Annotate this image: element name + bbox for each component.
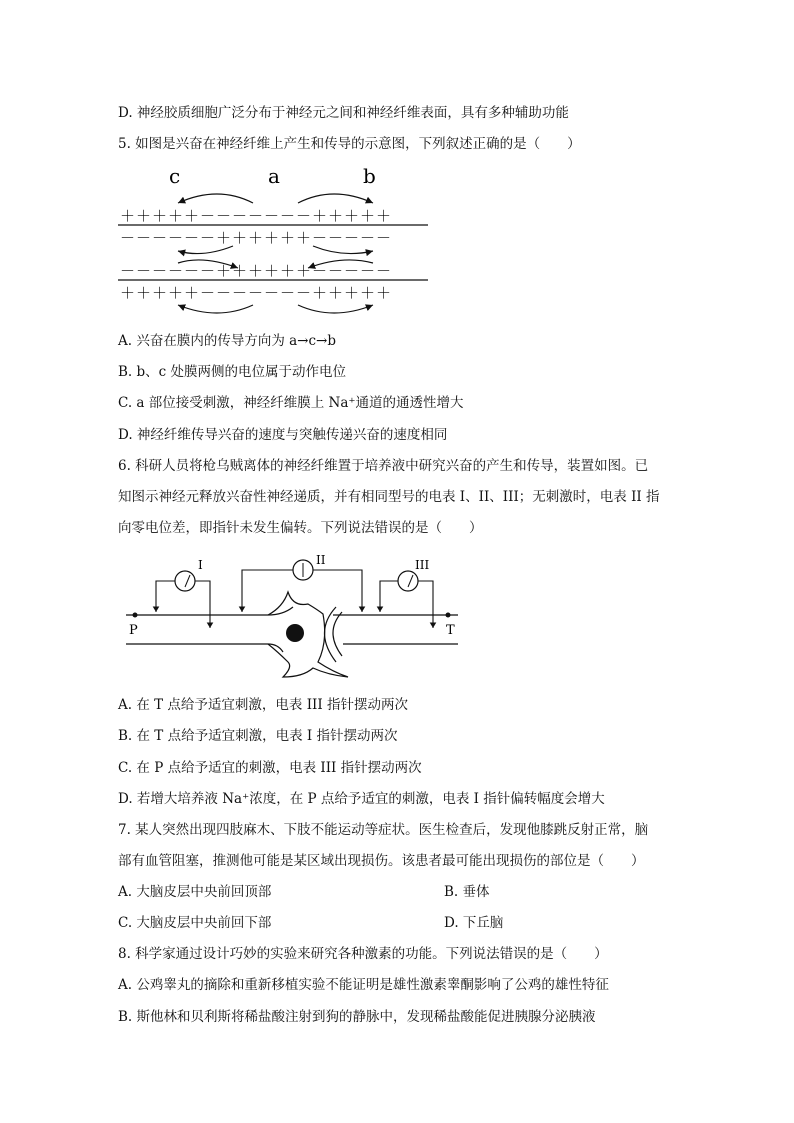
q6-label-p: P [129, 623, 138, 638]
q5-arrow-top-right [298, 194, 373, 203]
q6-nucleus [286, 624, 304, 642]
q6-meter-2-wire-right [313, 570, 362, 612]
q8-stem: 8. 科学家通过设计巧妙的实验来研究各种激素的功能。下列说法错误的是（ ） [118, 946, 608, 962]
q5-label-b: b [363, 164, 376, 188]
q5-row1: ＋＋＋＋＋－－－－－－－＋＋＋＋＋ [120, 207, 393, 225]
q5-arrow-inner-left [178, 246, 233, 254]
q5-arrow-inner-right [313, 246, 373, 254]
q6-option-c: C. 在 P 点给予适宜的刺激，电表 III 指针摆动两次 [118, 760, 422, 776]
q5-option-d: D. 神经纤维传导兴奋的速度与突触传递兴奋的速度相同 [118, 427, 448, 443]
q6-meter-1-label: I [198, 558, 203, 572]
q6-neuron-body [268, 592, 348, 677]
q6-meter-2-label: II [316, 553, 326, 567]
q5-option-c: C. a 部位接受刺激，神经纤维膜上 Na⁺通道的通透性增大 [118, 395, 464, 411]
q5-option-a: A. 兴奋在膜内的传导方向为 a→c→b [118, 333, 336, 349]
q7-option-b: B. 垂体 [444, 884, 490, 900]
q5-stem: 5. 如图是兴奋在神经纤维上产生和传导的示意图，下列叙述正确的是（ ） [118, 136, 581, 152]
q8-option-b: B. 斯他林和贝利斯将稀盐酸注射到狗的静脉中，发现稀盐酸能促进胰腺分泌胰液 [118, 1009, 596, 1025]
q5-figure [118, 163, 438, 323]
q6-stem-line2: 知图示神经元释放兴奋性神经递质，并有相同型号的电表 I、II、III；无刺激时，电表 II 指 [118, 489, 660, 505]
q7-stem-line1: 7. 某人突然出现四肢麻木、下肢不能运动等症状。医生检查后，发现他膝跳反射正常，脑 [118, 822, 649, 838]
q6-meter-2-wire-left [242, 570, 293, 612]
q7-option-a: A. 大脑皮层中央前回顶部 [118, 884, 272, 900]
q7-stem-line2: 部有血管阻塞，推测他可能是某区域出现损伤。该患者最可能出现损伤的部位是（ ） [118, 853, 645, 869]
q7-option-d: D. 下丘脑 [444, 915, 504, 931]
q6-synapse-terminal-inner [333, 612, 342, 656]
q6-meter-3-label: III [415, 558, 430, 572]
q4-option-d: D. 神经胶质细胞广泛分布于神经元之间和神经纤维表面，具有多种辅助功能 [118, 105, 569, 121]
q7-option-c: C. 大脑皮层中央前回下部 [118, 915, 272, 931]
q5-label-c: c [169, 164, 181, 188]
q6-meter-3 [398, 571, 418, 591]
q5-arrow-bottom-left [178, 305, 253, 313]
q6-axon-lower [126, 644, 283, 652]
q6-option-b: B. 在 T 点给予适宜刺激，电表 I 指针摆动两次 [118, 728, 398, 744]
q6-label-t: T [446, 623, 455, 638]
q6-option-a: A. 在 T 点给予适宜刺激，电表 III 指针摆动两次 [118, 697, 408, 713]
q5-option-b: B. b、c 处膜两侧的电位属于动作电位 [118, 364, 346, 380]
q6-point-p [133, 613, 138, 618]
q8-option-a: A. 公鸡睾丸的摘除和重新移植实验不能证明是雄性激素睾酮影响了公鸡的雄性特征 [118, 977, 609, 993]
q6-stem-line3: 向零电位差，即指针未发生偏转。下列说法错误的是（ ） [118, 520, 483, 536]
q5-row3: －－－－－－＋＋＋＋＋＋－－－－－ [120, 262, 393, 280]
q6-meter-1 [175, 571, 195, 591]
q6-meter-1-wire-left [156, 581, 175, 612]
q6-option-d: D. 若增大培养液 Na⁺浓度，在 P 点给予适宜的刺激，电表 I 指针偏转幅度会增大 [118, 791, 605, 807]
q5-arrow-bottom-right [298, 305, 373, 313]
q6-figure [118, 552, 468, 687]
q6-point-t [446, 613, 451, 618]
q6-meter-1-wire-right [195, 581, 210, 628]
q5-row4: ＋＋＋＋＋－－－－－－－＋＋＋＋＋ [120, 284, 393, 302]
q6-stem-line1: 6. 科研人员将枪乌贼离体的神经纤维置于培养液中研究兴奋的产生和传导，装置如图。已 [118, 458, 649, 474]
q5-arrow-top-left [178, 194, 253, 203]
q6-meter-3-wire-left [380, 581, 398, 612]
q5-row2: －－－－－－＋＋＋＋＋＋－－－－－ [120, 229, 393, 247]
q6-meter-3-wire-right [418, 581, 433, 628]
q5-label-a: a [268, 164, 280, 188]
